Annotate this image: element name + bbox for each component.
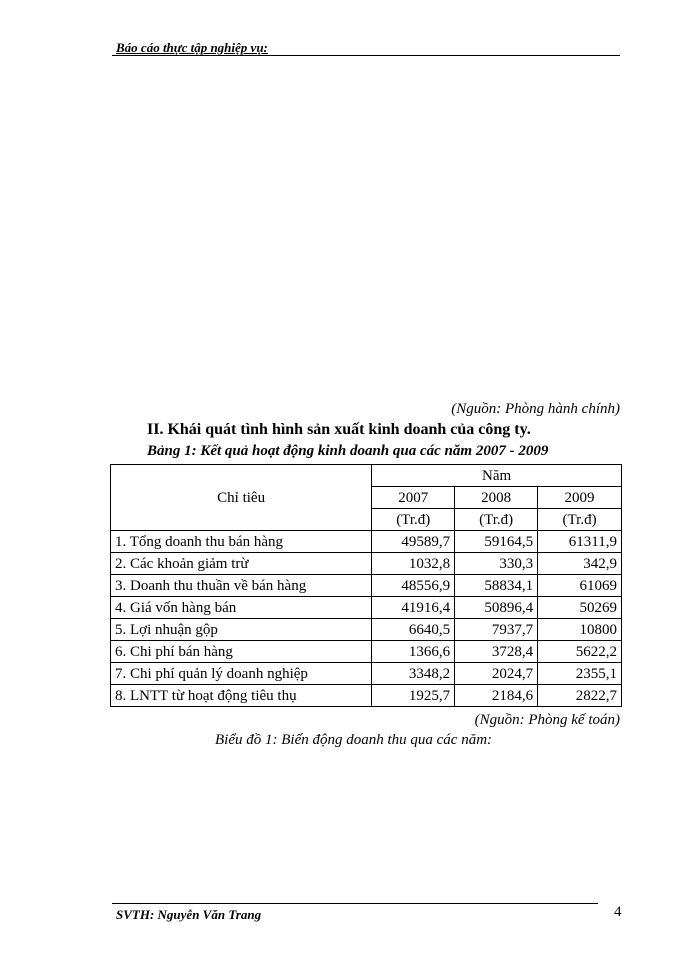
table-row (111, 597, 622, 619)
value-cell: 3348,2 (372, 663, 455, 685)
table-row (111, 685, 622, 707)
section-heading: II. Khái quát tình hình sản xuất kinh doanh của công ty. (147, 421, 531, 438)
page-number: 4 (614, 904, 622, 920)
business-results-table (110, 464, 622, 707)
year-group-header: Năm (372, 465, 622, 487)
indicator-label: 1. Tổng doanh thu bán hàng (111, 531, 372, 553)
value-cell: 10800 (538, 619, 622, 641)
table-row (111, 575, 622, 597)
value-cell: 48556,9 (372, 575, 455, 597)
value-cell: 342,9 (538, 553, 622, 575)
indicator-label: 8. LNTT từ hoạt động tiêu thụ (111, 685, 372, 707)
value-cell: 1366,6 (372, 641, 455, 663)
chart-caption: Biểu đồ 1: Biến động doanh thu qua các năm: (215, 732, 493, 748)
indicator-label: 3. Doanh thu thuần về bán hàng (111, 575, 372, 597)
value-cell: 6640,5 (372, 619, 455, 641)
source-note-bottom: (Nguồn: Phòng kế toán) (474, 712, 620, 728)
value-cell: 50896,4 (455, 597, 538, 619)
value-cell: 5622,2 (538, 641, 622, 663)
value-cell: 61311,9 (538, 531, 622, 553)
value-cell: 330,3 (455, 553, 538, 575)
value-cell: 59164,5 (455, 531, 538, 553)
value-cell: 2355,1 (538, 663, 622, 685)
source-note-top: (Nguồn: Phòng hành chính) (451, 401, 620, 417)
indicator-header: Chỉ tiêu (111, 465, 372, 531)
value-cell: 50269 (538, 597, 622, 619)
year-header: 2007 (372, 487, 455, 509)
value-cell: 7937,7 (455, 619, 538, 641)
table-body (111, 531, 622, 707)
indicator-label: 5. Lợi nhuận gộp (111, 619, 372, 641)
unit-header: (Tr.đ) (372, 509, 455, 531)
indicator-label: 2. Các khoản giảm trừ (111, 553, 372, 575)
value-cell: 2184,6 (455, 685, 538, 707)
table-caption: Bảng 1: Kết quả hoạt động kinh doanh qua các năm 2007 - 2009 (147, 443, 549, 459)
value-cell: 1925,7 (372, 685, 455, 707)
value-cell: 1032,8 (372, 553, 455, 575)
value-cell: 61069 (538, 575, 622, 597)
year-header: 2008 (455, 487, 538, 509)
table-header-row (111, 465, 622, 487)
value-cell: 2822,7 (538, 685, 622, 707)
page-header-title: Báo cáo thực tập nghiệp vụ: (116, 40, 268, 55)
table-row (111, 663, 622, 685)
indicator-label: 6. Chi phí bán hàng (111, 641, 372, 663)
unit-header: (Tr.đ) (455, 509, 538, 531)
indicator-label: 4. Giá vốn hàng bán (111, 597, 372, 619)
unit-header: (Tr.đ) (538, 509, 622, 531)
year-header: 2009 (538, 487, 622, 509)
table-row (111, 531, 622, 553)
indicator-label: 7. Chi phí quản lý doanh nghiệp (111, 663, 372, 685)
value-cell: 2024,7 (455, 663, 538, 685)
value-cell: 49589,7 (372, 531, 455, 553)
table-row (111, 619, 622, 641)
table-row (111, 641, 622, 663)
footer-rule (112, 903, 598, 904)
value-cell: 58834,1 (455, 575, 538, 597)
footer-author: SVTH: Nguyễn Văn Trang (116, 907, 262, 922)
header-rule (112, 55, 620, 56)
value-cell: 3728,4 (455, 641, 538, 663)
value-cell: 41916,4 (372, 597, 455, 619)
table-row (111, 553, 622, 575)
